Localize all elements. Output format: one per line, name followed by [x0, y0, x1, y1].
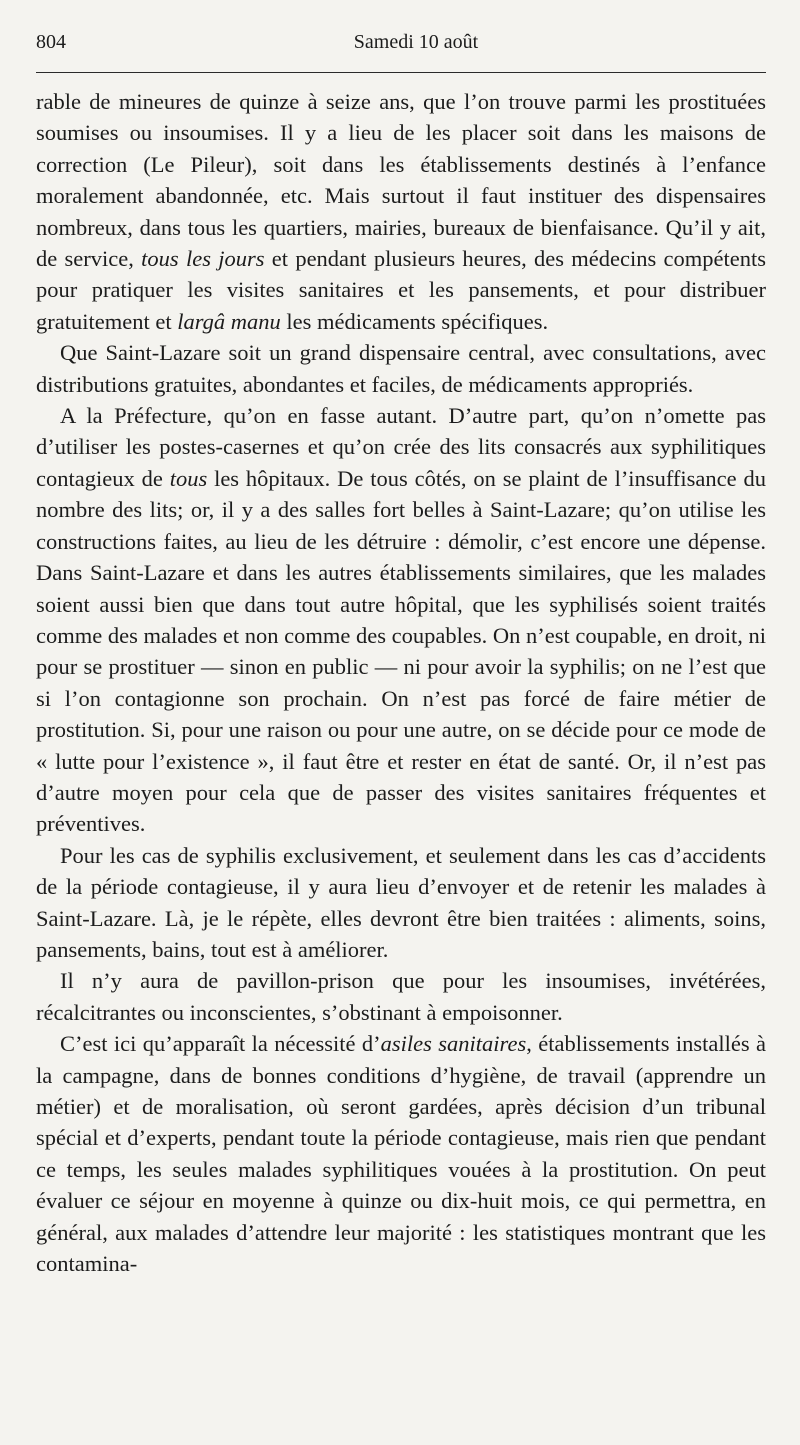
- paragraph: [36, 400, 766, 840]
- page-header: [36, 31, 766, 61]
- text-run: et pendant plusieurs heures, des médecins compétents pour pratiquer les visites sanitaires et les pansements, et pour distribuer gratuitement et: [36, 246, 767, 334]
- italic-text: tous les jours: [141, 246, 265, 272]
- text-run: C’est ici qu’apparaît la nécessité d’: [60, 1031, 381, 1057]
- text-run: Pour les cas de syphilis exclusivement, et seulement dans les cas d’accidents de la période contagieuse, il y aura lieu d’envoyer et de retenir les malades à Saint-Lazare. Là, je le répète, elles devront être bien traitées : aliments, soins, pansements, bains, tout est à améliorer.: [36, 842, 766, 962]
- italic-text: asiles sanitaires: [380, 1031, 527, 1057]
- text-run: Il n’y aura de pavillon-prison que pour les insoumises, invétérées, récalcitrantes ou inconscientes, s’obstinant à empoisonner.: [36, 968, 766, 1025]
- text-run: A la Préfecture, qu’on en fasse autant. D’autre part, qu’on n’omette pas d’utiliser les postes-casernes et qu’on crée des lits consacrés aux syphilitiques contagieux de: [36, 403, 766, 491]
- italic-text: tous: [169, 465, 208, 491]
- page-number: 804: [36, 31, 66, 53]
- text-run: , établissements installés à la campagne, dans de bonnes conditions d’hygiène, de travail (apprendre un métier) et de moralisation, où seront gardées, après décision d’un tribunal spécial et d’experts, pendant toute la période contagieuse, mais rien que pendant ce temps, les seules malades syphilitiques vouées à la prostitution. On peut évaluer ce séjour en moyenne à quinze ou dix-huit mois, ce qui permettra, en général, aux malades d’attendre leur majorité : les statistiques montrant que les contamina-: [36, 1031, 766, 1277]
- text-run: les hôpitaux. De tous côtés, on se plaint de l’insuffisance du nombre des lits; or, il y a des salles fort belles à Saint-Lazare; qu’on utilise les constructions faites, au lieu de les détruire : démolir, c’est encore une dépense. Dans Saint-Lazare et dans les autres établissements similaires, que les malades soient aussi bien que dans tout autre hôpital, que les syphilisés soient traités comme des malades et non comme des coupables. On n’est coupable, en droit, ni pour se prostituer — sinon en public — ni pour avoir la syphilis; on ne l’est que si l’on contagionne son prochain. On n’est pas forcé de faire métier de prostitution. Si, pour une raison ou pour une autre, on se décide pour ce mode de « lutte pour l’existence », il faut être et rester en état de santé. Or, il n’est pas d’autre moyen pour cela que de passer des visites sanitaires fréquentes et préventives.: [36, 465, 766, 837]
- body-text: [36, 86, 766, 1279]
- text-run: rable de mineures de quinze à seize ans, que l’on trouve parmi les prostituées soumises ou insoumises. Il y a lieu de les placer soit dans les maisons de correction (Le Pileur), soit dans les établissements destinés à l’enfance moralement abandonnée, etc. Mais surtout il faut instituer des dispensaires nombreux, dans tous les quartiers, mairies, bureaux de bienfaisance. Qu’il y ait, de service,: [36, 89, 766, 272]
- paragraph: [36, 1028, 766, 1279]
- text-run: les médicaments spécifiques.: [280, 308, 549, 334]
- paragraph: [36, 86, 766, 337]
- text-run: Que Saint-Lazare soit un grand dispensaire central, avec consultations, avec distributions gratuites, abondantes et faciles, de médicaments appropriés.: [36, 340, 766, 397]
- paragraph: [36, 337, 766, 400]
- running-head: Samedi 10 août: [353, 31, 479, 53]
- paragraph: [36, 965, 766, 1028]
- header-rule: [36, 72, 766, 73]
- italic-text: largâ manu: [177, 308, 281, 334]
- paragraph: [36, 840, 766, 966]
